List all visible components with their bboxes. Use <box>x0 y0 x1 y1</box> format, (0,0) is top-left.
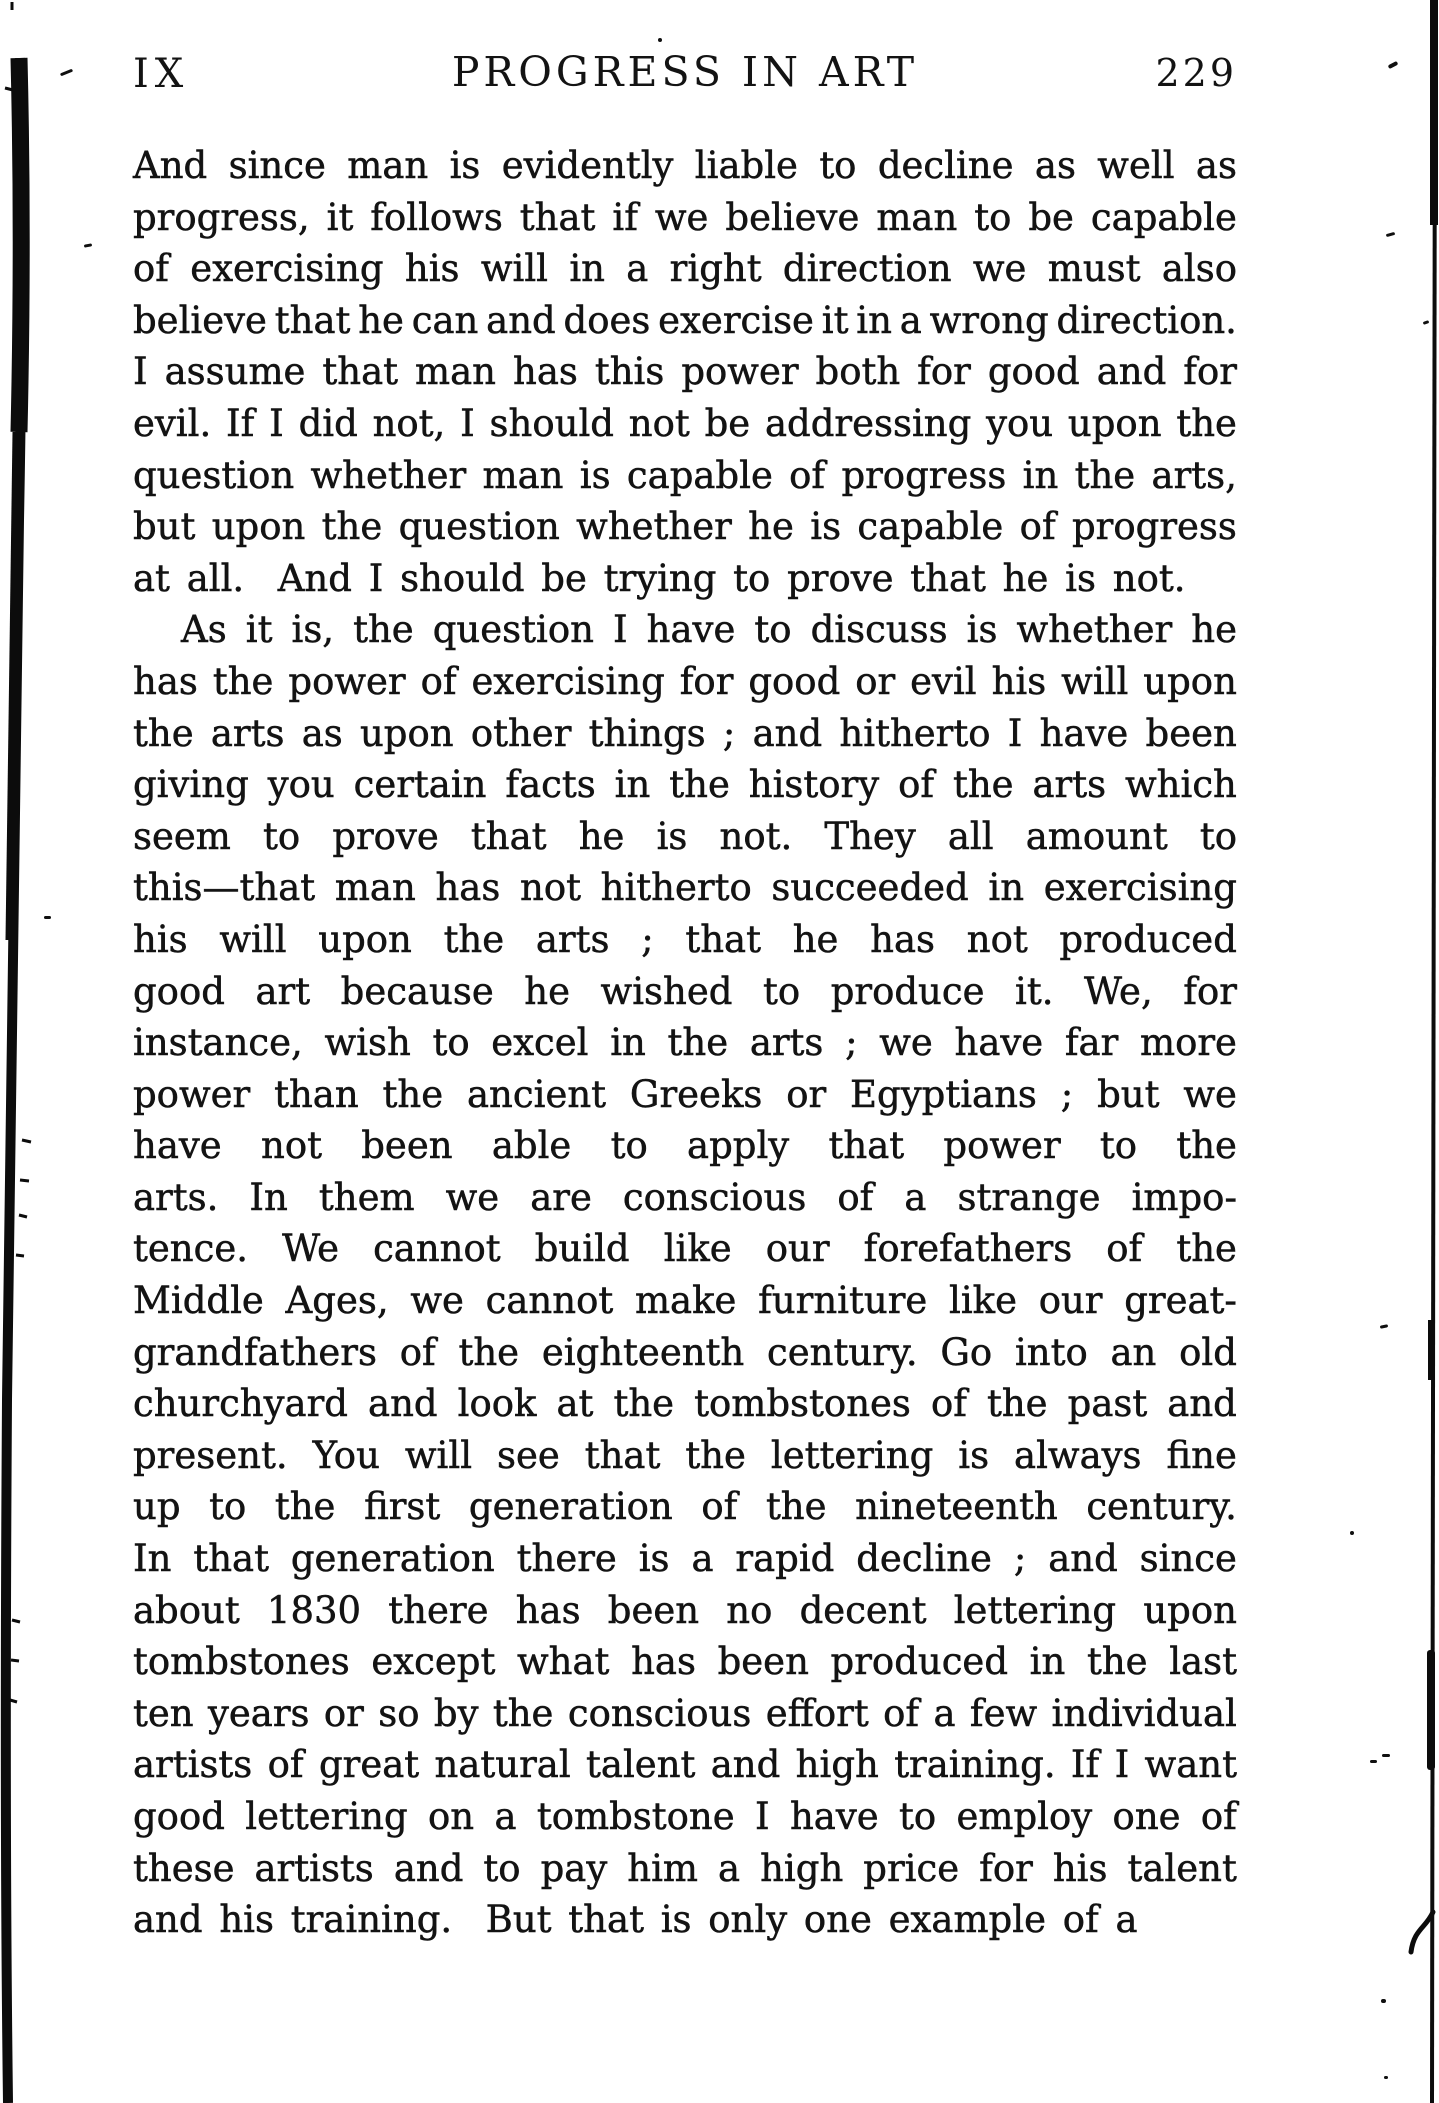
text-line: good art because he wished to produce it. We, for <box>133 969 1237 1013</box>
scan-speck <box>84 243 92 247</box>
text-line: this—that man has not hitherto succeeded in exercising <box>133 866 1237 910</box>
ink-hook-mark <box>1411 1912 1433 1952</box>
text-line: tence. We cannot build like our forefathers of the <box>133 1227 1237 1271</box>
text-line: the arts as upon other things ; and hitherto I have been <box>133 711 1237 755</box>
scan-speck <box>1384 2076 1388 2079</box>
text-line: ten years or so by the conscious effort of a few individual <box>133 1691 1237 1735</box>
right-edge-line <box>1432 0 1435 2103</box>
text-line: churchyard and look at the tombstones of the past and <box>133 1382 1237 1426</box>
scan-speck <box>1423 320 1430 325</box>
text-line: up to the first generation of the nineteenth century. <box>133 1485 1237 1529</box>
chapter-number: IX <box>133 51 190 97</box>
right-edge-blob-2 <box>1427 1650 1435 1770</box>
text-block <box>133 140 1237 1946</box>
scan-speck <box>44 916 51 919</box>
scan-speck <box>1388 61 1399 69</box>
page-number: 229 <box>1155 51 1237 95</box>
text-line: Middle Ages, we cannot make furniture like our great- <box>133 1279 1237 1323</box>
scan-speck <box>60 69 73 77</box>
text-line: about 1830 there has been no decent lettering upon <box>133 1588 1237 1632</box>
scan-speck <box>1380 1324 1388 1329</box>
left-binding-bar-mid <box>10 432 17 940</box>
right-edge-blob-1 <box>1428 1320 1435 1380</box>
text-line: at all. And I should be trying to prove that he is not. <box>133 556 1186 600</box>
text-line: question whether man is capable of progress in the arts, <box>133 453 1237 497</box>
text-line: seem to prove that he is not. They all amount to <box>133 814 1237 858</box>
text-line: present. You will see that the lettering is always fine <box>133 1433 1237 1477</box>
text-line: giving you certain facts in the history of the arts which <box>133 763 1237 807</box>
text-line: power than the ancient Greeks or Egyptians ; but we <box>133 1072 1237 1116</box>
text-line: As it is, the question I have to discuss is whether he <box>181 608 1237 652</box>
text-line: have not been able to apply that power to the <box>133 1124 1237 1168</box>
text-line: progress, it follows that if we believe man to be capable <box>133 195 1237 239</box>
left-binding-bar-thick <box>19 58 21 432</box>
text-line: evil. If I did not, I should not be addressing you upon the <box>133 401 1237 445</box>
text-line: And since man is evidently liable to decline as well as <box>133 144 1237 187</box>
scan-speck <box>1386 232 1395 237</box>
left-bar-ticks <box>5 2 31 1702</box>
text-line: has the power of exercising for good or evil his will upon <box>133 659 1237 703</box>
scan-speck <box>658 38 662 42</box>
text-line: but upon the question whether he is capable of progress <box>133 505 1237 549</box>
text-line: and his training. But that is only one example of a <box>133 1898 1138 1942</box>
scan-speck <box>1350 1531 1354 1535</box>
running-title: PROGRESS IN ART <box>451 48 919 96</box>
text-line: I assume that man has this power both for good and for <box>133 350 1237 394</box>
text-line: tombstones except what has been produced in the last <box>133 1640 1237 1684</box>
text-line: instance, wish to excel in the arts ; we have far more <box>133 1021 1237 1065</box>
text-line: believe that he can and does exercise it in a wrong direction. <box>133 298 1237 342</box>
text-line: artists of great natural talent and high training. If I want <box>133 1743 1237 1787</box>
page-header <box>133 48 1237 98</box>
text-line: of exercising his will in a right direction we must also <box>133 247 1237 291</box>
text-line: his will upon the arts ; that he has not produced <box>133 917 1237 961</box>
text-line: In that generation there is a rapid decline ; and since <box>133 1537 1237 1581</box>
text-line: arts. In them we are conscious of a strange impo- <box>133 1175 1237 1219</box>
scan-speck <box>1382 1754 1390 1757</box>
scan-speck <box>1370 1760 1377 1763</box>
text-line: grandfathers of the eighteenth century. Go into an old <box>133 1330 1237 1374</box>
text-line: these artists and to pay him a high price for his talent <box>133 1846 1237 1890</box>
scan-speck <box>1381 1999 1386 2003</box>
text-line: good lettering on a tombstone I have to employ one of <box>133 1795 1237 1838</box>
left-binding-bar <box>6 58 22 2103</box>
